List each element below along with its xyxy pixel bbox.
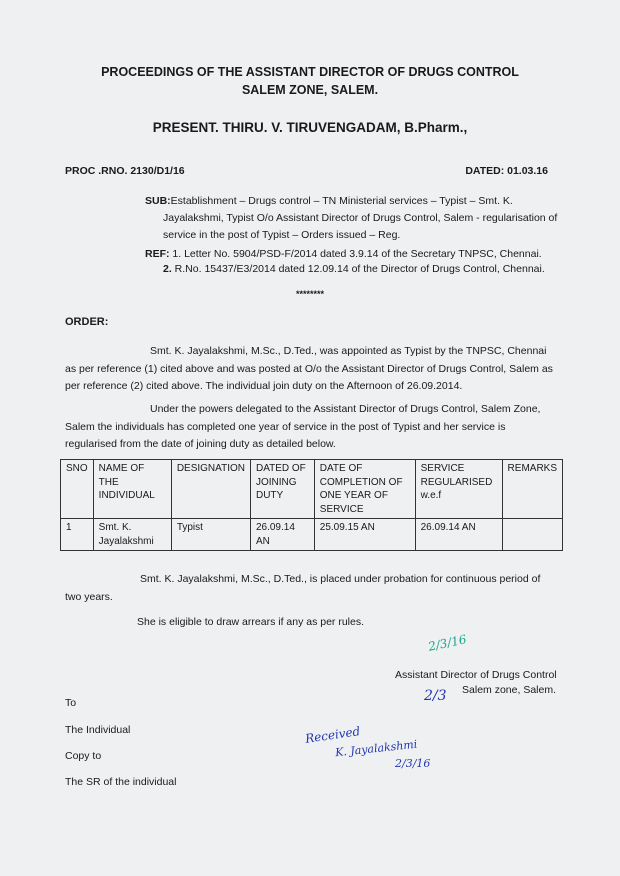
cell-name: Smt. K. Jayalakshmi: [93, 519, 171, 551]
cell-remarks: [502, 519, 562, 551]
reference-2: R.No. 15437/E3/2014 dated 12.09.14 of the Director of Drugs Control, Chennai.: [171, 263, 545, 275]
cell-completion: 25.09.15 AN: [314, 519, 415, 551]
header-sno: SNO: [61, 460, 94, 519]
present-officer: PRESENT. THIRU. V. TIRUVENGADAM, B.Pharm.,: [152, 120, 468, 135]
title-line-1: PROCEEDINGS OF THE ASSISTANT DIRECTOR OF DRUGS CONTROL: [101, 65, 519, 79]
header-joining: DATED OF JOINING DUTY: [250, 460, 314, 519]
header-remarks: REMARKS: [502, 460, 562, 519]
reference-1: 1. Letter No. 5904/PSD-F/2014 dated 3.9.14 of the Secretary TNPSC, Chennai.: [172, 248, 542, 260]
order-paragraph-4: She is eligible to draw arrears if any as per rules.: [137, 616, 365, 628]
ref-2-number: 2.: [163, 263, 172, 275]
order-paragraph-2: Under the powers delegated to the Assistant Director of Drugs Control, Salem Zone, Salem the individuals has completed one year of service in the post of Typist and her service is regularised from the date of joining duty as detailed below.: [65, 403, 541, 450]
signatory-designation: Assistant Director of Drugs Control: [395, 669, 557, 681]
green-initial-signature: 2/3/16: [426, 632, 468, 654]
cell-regularised: 26.09.14 AN: [415, 519, 502, 551]
receipt-name: K. Jayalakshmi: [334, 737, 418, 760]
order-paragraph-3: Smt. K. Jayalakshmi, M.Sc., D.Ted., is placed under probation for continuous period of two years.: [65, 573, 541, 603]
regularisation-table: [60, 459, 563, 551]
table-header-row: [61, 460, 563, 519]
receipt-received: Received: [304, 724, 362, 746]
header-name: NAME OF THE INDIVIDUAL: [93, 460, 171, 519]
receipt-date: 2/3/16: [395, 757, 431, 770]
separator: ********: [295, 289, 325, 299]
cell-joining: 26.09.14 AN: [250, 519, 314, 551]
title-line-2: SALEM ZONE, SALEM.: [241, 83, 379, 97]
header-designation: DESIGNATION: [171, 460, 250, 519]
signatory-office: Salem zone, Salem.: [462, 684, 556, 696]
header-completion: DATE OF COMPLETION OF ONE YEAR OF SERVICE: [314, 460, 415, 519]
header-regularised: SERVICE REGULARISED w.e.f: [415, 460, 502, 519]
copy-to-label: Copy to: [65, 750, 102, 762]
subject-line-2: Jayalakshmi, Typist O/o Assistant Director of Drugs Control, Salem - regularisation of: [163, 212, 558, 224]
recipient-individual: The Individual: [65, 724, 131, 736]
proc-number: PROC .RNO. 2130/D1/16: [65, 165, 185, 177]
table-row: [61, 519, 563, 551]
subject-line-3: service in the post of Typist – Orders issued – Reg.: [163, 229, 401, 241]
blue-initial-signature: 2/3: [424, 688, 447, 704]
cell-designation: Typist: [171, 519, 250, 551]
order-paragraph-1: Smt. K. Jayalakshmi, M.Sc., D.Ted., was appointed as Typist by the TNPSC, Chennai as per reference (1) cited above and was posted at O/o the Assistant Director of Drugs Control, Salem as per reference (2) cited above. The individual join duty on the Afternoon of 26.09.2014.: [65, 345, 553, 392]
cell-sno: 1: [61, 519, 94, 551]
subject-label: SUB:: [145, 195, 171, 207]
subject-line-1: Establishment – Drugs control – TN Ministerial services – Typist – Smt. K.: [170, 195, 513, 207]
ref-label: REF:: [145, 248, 170, 260]
to-label: To: [65, 697, 77, 709]
dated: DATED: 01.03.16: [465, 165, 548, 177]
order-heading: ORDER:: [65, 316, 109, 328]
copy-recipient-sr: The SR of the individual: [65, 776, 177, 788]
